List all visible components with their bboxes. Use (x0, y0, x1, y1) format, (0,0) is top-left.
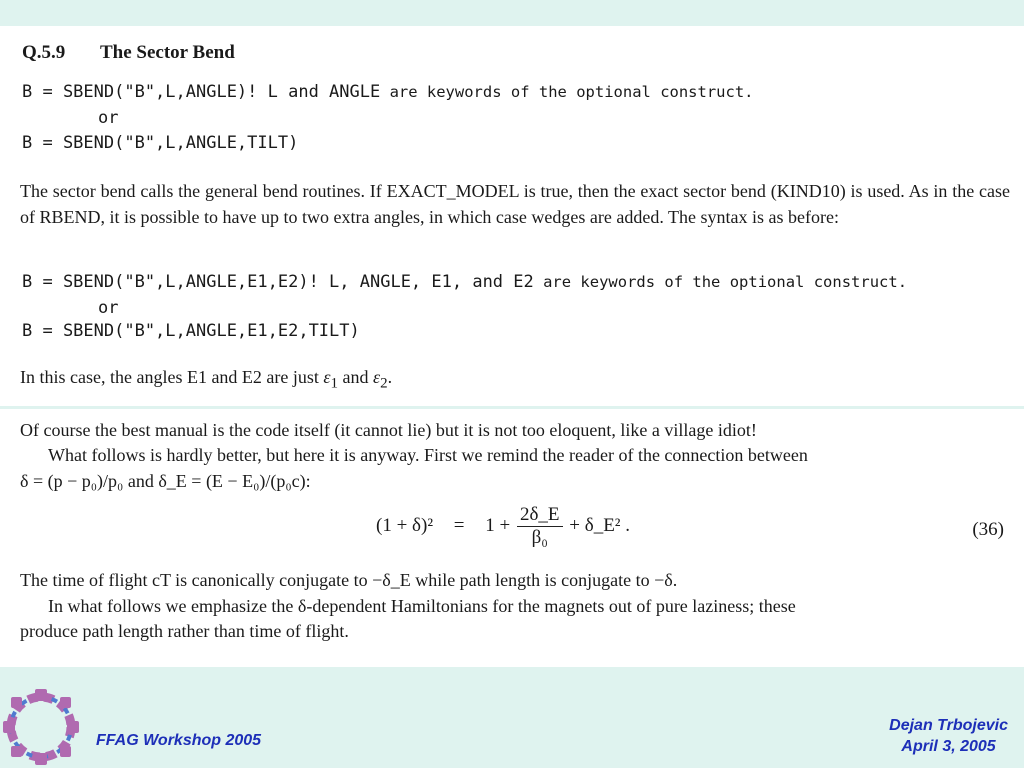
fraction-denominator: β₀ (531, 527, 548, 548)
code-statement: B = SBEND("B",L,ANGLE,E1,E2)! L, ANGLE, E1, and E2 (22, 272, 534, 292)
or-label: or (98, 298, 119, 318)
section-heading (22, 42, 235, 64)
ffag-ring-logo-icon (2, 688, 80, 766)
fraction-numerator: 2δ_E (517, 504, 563, 527)
equation-lhs: (1 + δ)² (376, 514, 434, 536)
equation-rhs-2: + δ_E² . (569, 514, 631, 536)
code-comment: are keywords of the optional construct. (380, 83, 754, 101)
bottom-text-panel (0, 409, 1024, 667)
epsilon-2: ε (373, 367, 381, 387)
author-name: Dejan Trbojevic (889, 717, 1008, 734)
equation-number: (36) (972, 519, 1004, 540)
equation-fraction (517, 504, 563, 549)
sector-bend-paragraph: The sector bend calls the general bend routines. If EXACT_MODEL is true, then the exact sector bend (KIND10) is used. As in the case of RBEND, it is possible to have up to two extra angles, in which case wedges are added. The syntax is as before: (20, 181, 1010, 227)
delta-definition: δ = (p − p₀)/p₀ and δ_E = (E − E₀)/(p₀c): (20, 471, 311, 491)
code-statement: B = SBEND("B",L,ANGLE)! L and ANGLE (22, 82, 381, 102)
epsilon-1: ε (323, 367, 331, 387)
code-line-sbend-e1e2-tilt: B = SBEND("B",L,ANGLE,E1,E2,TILT) (22, 321, 360, 341)
conjugate-statement: The time of flight cT is canonically conjugate to −δ_E while path length is conjugate to −δ. (20, 570, 678, 590)
section-number: Q.5.9 (22, 42, 66, 63)
code-line-sbend-tilt: B = SBEND("B",L,ANGLE,TILT) (22, 133, 299, 153)
code-comment: are keywords of the optional construct. (533, 273, 908, 291)
code-line-sbend (22, 82, 754, 102)
top-text-panel (0, 26, 1024, 406)
presentation-date: April 3, 2005 (901, 738, 996, 755)
manual-remark: Of course the best manual is the code itself (it cannot lie) but it is not too eloquent, like a village idiot! (20, 420, 757, 440)
workshop-label: FFAG Workshop 2005 (96, 732, 262, 749)
connection-intro: What follows is hardly better, but here it is anyway. First we remind the reader of the connection between (48, 445, 808, 465)
equation-equals: = (453, 514, 465, 536)
code-line-sbend-e1e2 (22, 272, 907, 292)
or-label: or (98, 108, 119, 128)
hamiltonian-continuation: produce path length rather than time of flight. (20, 621, 349, 641)
author-date-block (889, 715, 1008, 757)
equation-rhs-1: 1 + (485, 514, 511, 536)
hamiltonian-intro: In what follows we emphasize the δ-dependent Hamiltonians for the magnets out of pure laziness; these (48, 596, 796, 616)
angles-paragraph: In this case, the angles E1 and E2 are just $\varepsilon_1$ and $\varepsilon_2$. (20, 367, 393, 392)
equation-36 (376, 504, 630, 549)
section-title: The Sector Bend (100, 42, 235, 63)
